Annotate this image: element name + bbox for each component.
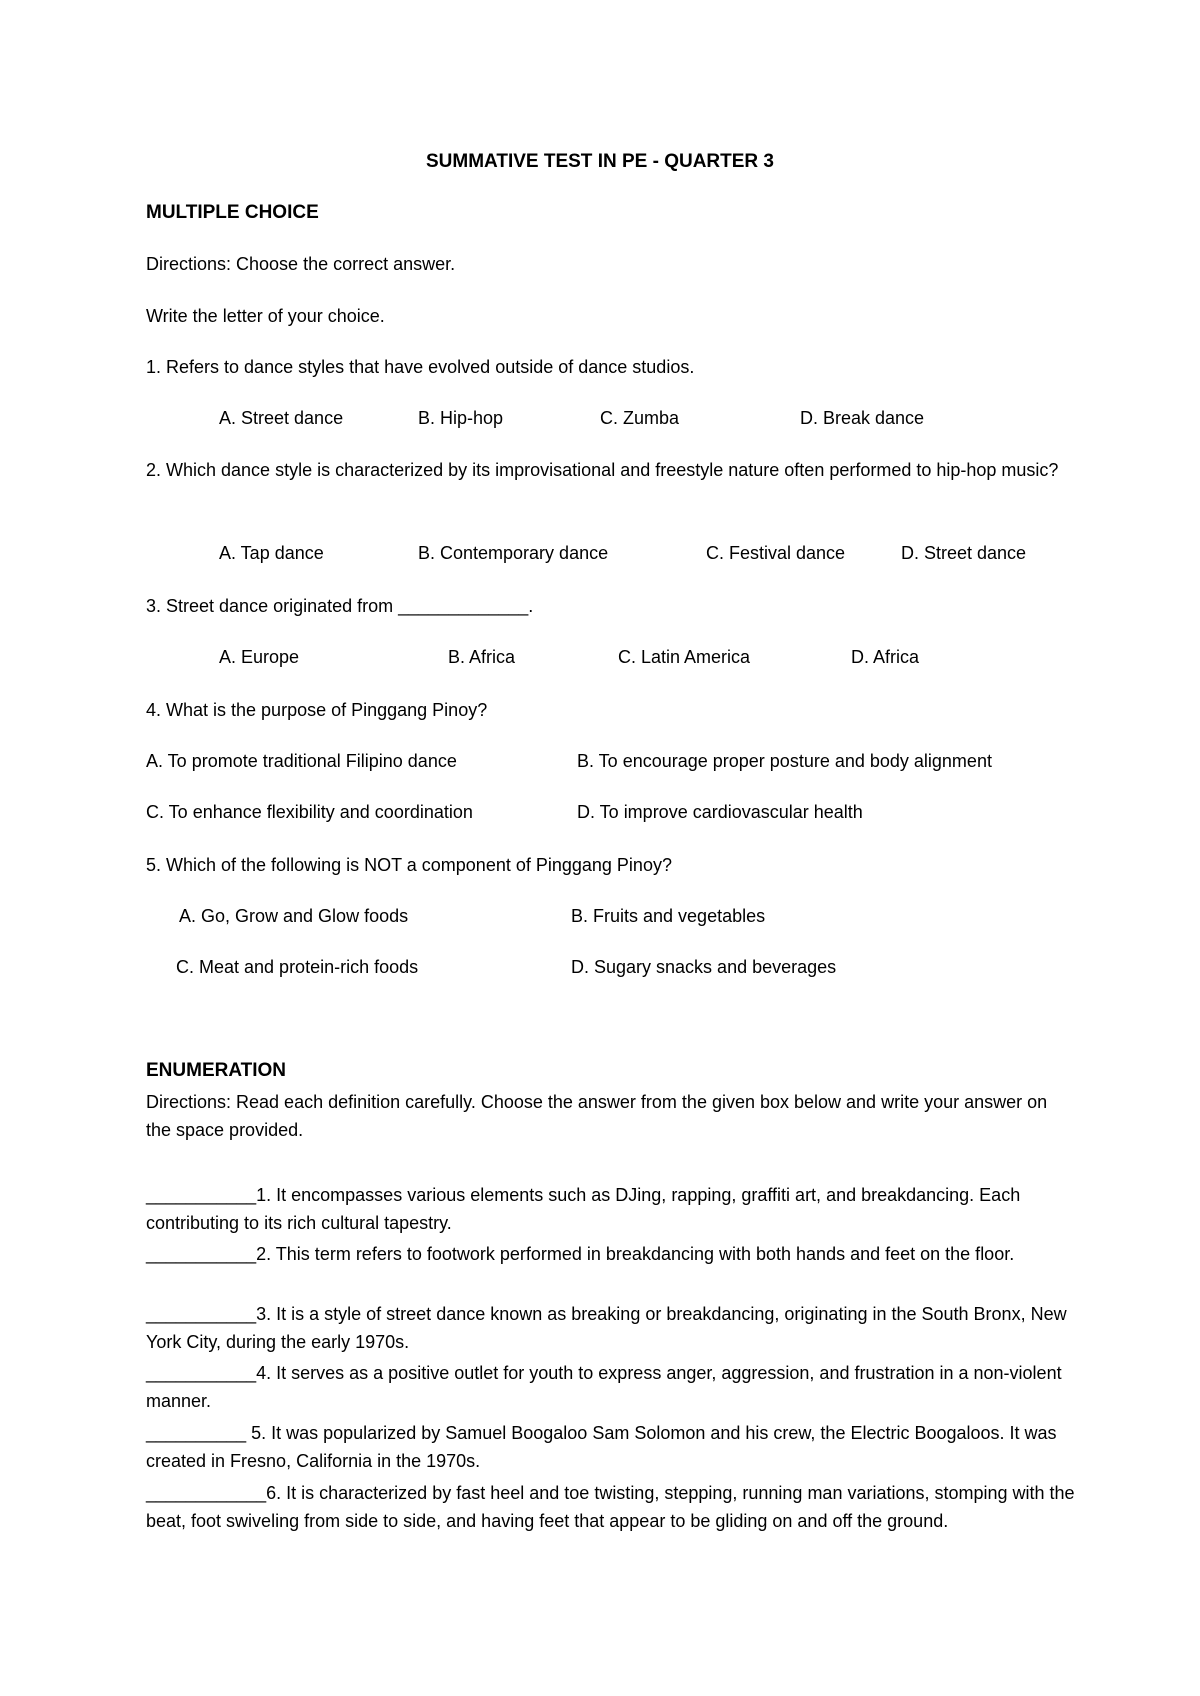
question-1: 1. Refers to dance styles that have evolved outside of dance studios.	[146, 357, 695, 377]
question-5: 5. Which of the following is NOT a component of Pinggang Pinoy?	[146, 855, 672, 875]
q3-option-c: C. Latin America	[618, 647, 751, 667]
q3-option-b: B. Africa	[448, 647, 516, 667]
enumeration-item-1: ___________1. It encompasses various elements such as DJing, rapping, graffiti art, and breakdancing. Each contributing to its rich cultural tapestry.	[146, 1185, 1021, 1233]
q2-option-b: B. Contemporary dance	[418, 543, 609, 563]
q5-option-d: D. Sugary snacks and beverages	[571, 957, 837, 977]
q4-option-d: D. To improve cardiovascular health	[577, 802, 863, 822]
page-title: SUMMATIVE TEST IN PE - QUARTER 3	[425, 151, 774, 172]
q3-option-d: D. Africa	[851, 647, 920, 667]
q1-option-b: B. Hip-hop	[418, 408, 504, 428]
q1-option-a: A. Street dance	[219, 408, 344, 428]
q5-option-b: B. Fruits and vegetables	[571, 906, 766, 926]
q4-option-c: C. To enhance flexibility and coordination	[146, 802, 473, 822]
q5-option-a: A. Go, Grow and Glow foods	[179, 906, 409, 926]
q2-option-d: D. Street dance	[901, 543, 1027, 563]
enumeration-heading: ENUMERATION	[146, 1060, 287, 1081]
mc-heading: MULTIPLE CHOICE	[146, 202, 319, 223]
enumeration-item-3: ___________3. It is a style of street dance known as breaking or breakdancing, originating in the South Bronx, New York City, during the early 1970s.	[146, 1304, 1067, 1352]
mc-instruction: Write the letter of your choice.	[146, 306, 385, 326]
q2-option-a: A. Tap dance	[219, 543, 324, 563]
question-4: 4. What is the purpose of Pinggang Pinoy?	[146, 700, 488, 720]
question-3: 3. Street dance originated from _____________.	[146, 596, 534, 616]
enumeration-item-5: __________ 5. It was popularized by Samuel Boogaloo Sam Solomon and his crew, the Electric Boogaloos. It was created in Fresno, California in the 1970s.	[146, 1423, 1057, 1471]
enumeration-directions: Directions: Read each definition carefully. Choose the answer from the given box below and write your answer on the space provided.	[146, 1092, 1048, 1140]
q5-option-c: C. Meat and protein-rich foods	[176, 957, 419, 977]
q3-option-a: A. Europe	[219, 647, 300, 667]
q4-option-a: A. To promote traditional Filipino dance	[146, 751, 457, 771]
q4-option-b: B. To encourage proper posture and body alignment	[577, 751, 992, 771]
q2-option-c: C. Festival dance	[706, 543, 846, 563]
enumeration-item-6: ____________6. It is characterized by fast heel and toe twisting, stepping, running man variations, stomping with the beat, foot swiveling from side to side, and having feet that appear to be gliding on and off the ground.	[146, 1483, 1075, 1531]
enumeration-item-4: ___________4. It serves as a positive outlet for youth to express anger, aggression, and frustration in a non-violent manner.	[146, 1363, 1062, 1411]
q1-option-c: C. Zumba	[600, 408, 680, 428]
mc-directions: Directions: Choose the correct answer.	[146, 254, 456, 274]
q1-option-d: D. Break dance	[800, 408, 925, 428]
enumeration-item-2: ___________2. This term refers to footwork performed in breakdancing with both hands and feet on the floor.	[146, 1244, 1015, 1264]
question-2: 2. Which dance style is characterized by its improvisational and freestyle nature often performed to hip-hop music?	[146, 460, 1059, 480]
